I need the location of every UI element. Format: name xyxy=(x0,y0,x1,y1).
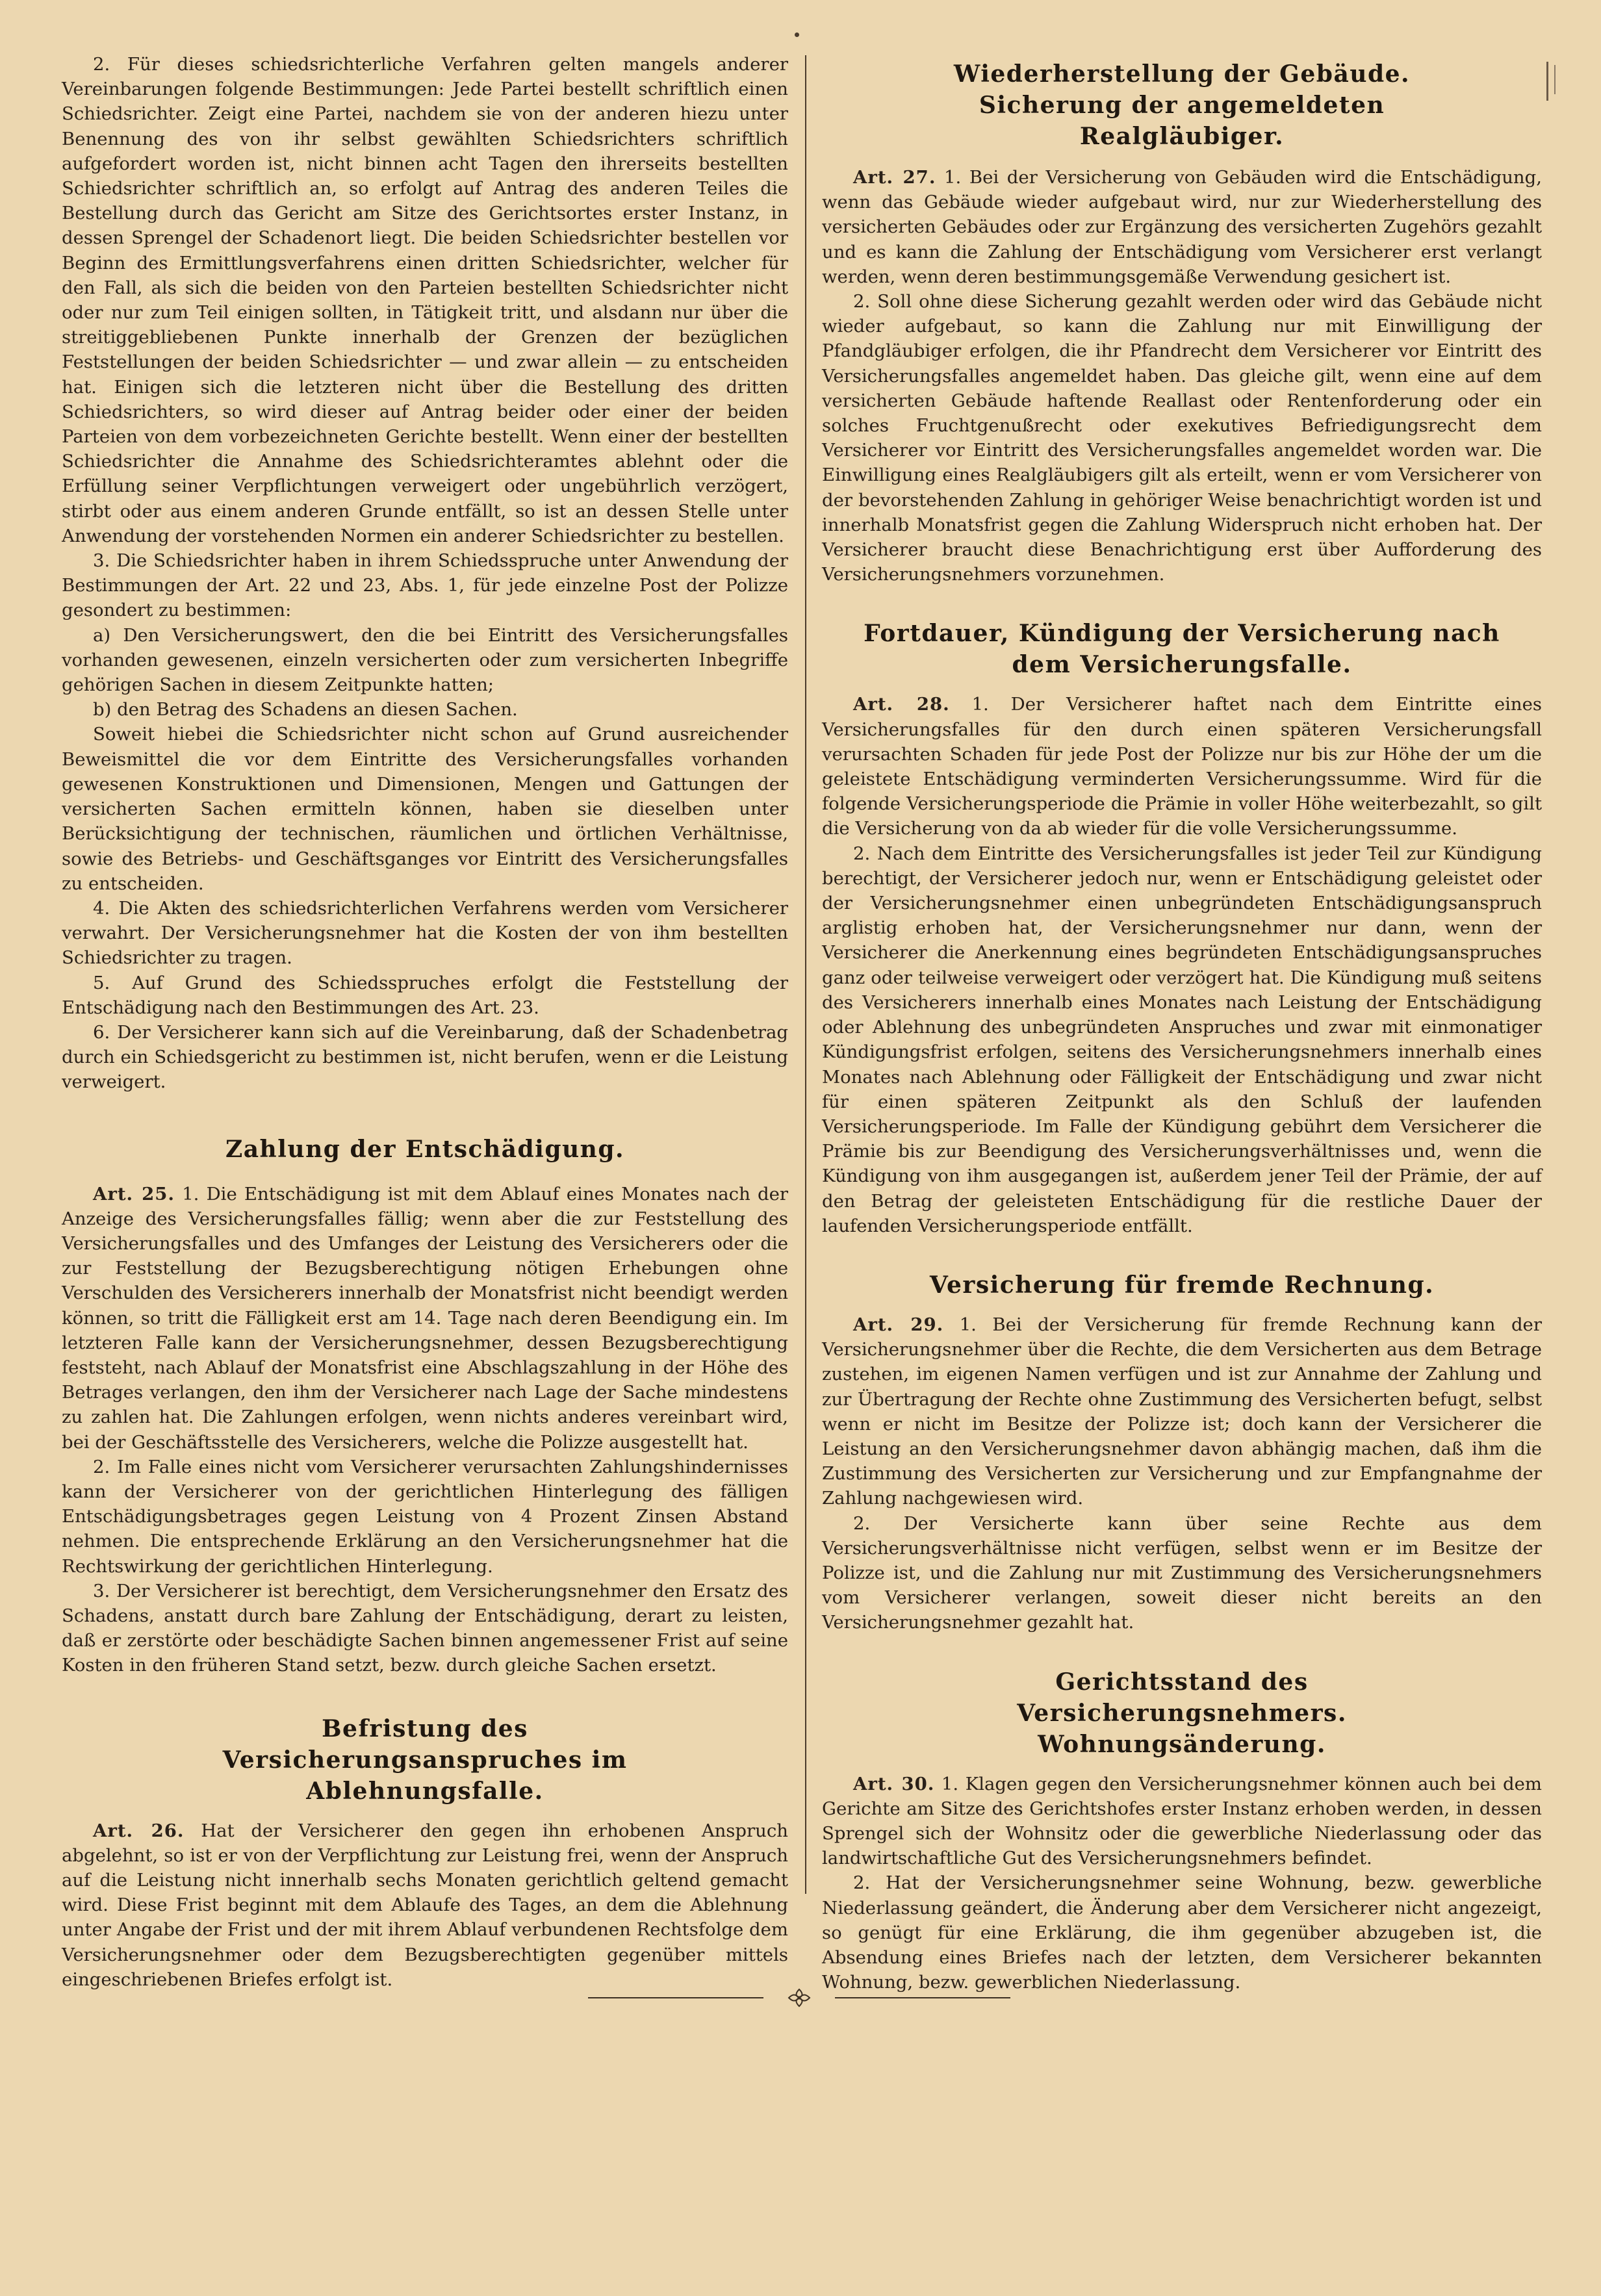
paragraph: Soweit hiebei die Schiedsrichter nicht schon auf Grund ausreichender Beweismittel die vor dem Eintritte des Versicherungsfalles vorhanden gewesenen Konstruktionen und Dimensionen, Mengen und Gattungen der versicherten Sachen ermitteln können, haben sie dieselben unter Berücksichtigung der technischen, räumlichen und örtlichen Verhältnisse, sowie des Betriebs- und Geschäftsganges vor Eintritt des Versicherungsfalles zu entscheiden. xyxy=(62,724,788,894)
article-text: 1. Klagen gegen den Versicherungsnehmer können auch bei dem Gerichte am Sitze des Gerichtshofes erster Instanz erhoben werden, in dessen Sprengel sich der Wohnsitz oder die gewerbliche Niederlassung oder das landwirtschaftliche Gut des Versicherungsnehmers befindet. xyxy=(822,1773,1542,1869)
article-label: Art. 29. xyxy=(853,1314,944,1335)
section-heading: Wiederherstellung der Gebäude. Sicherung der angemeldeten Realgläubiger. xyxy=(953,60,1411,150)
paragraph: 2. Soll ohne diese Sicherung gezahlt werden oder wird das Gebäude nicht wieder aufgebaut, so kann die Zahlung nur mit Einwilligung der Pfandgläubiger erfolgen, die ihr Pfandrecht dem Versicherer vor Eintritt des Versicherungsfalles angemeldet haben. Das gleiche gilt, wenn eine auf dem versicherten Gebäude haftende Reallast oder Rentenforderung oder ein solches Fruchtgenußrecht oder exekutives Befriedigungsrecht dem Versicherer vor Eintritt des Versicherungsfalles angemeldet worden war. Die Einwilligung eines Realgläubigers gilt als erteilt, wenn er vom Versicherer von der bevorstehenden Zahlung in gehöriger Weise benachrichtigt worden ist und innerhalb Monatsfrist gegen die Zahlung Widerspruch nicht erhoben hat. Der Versicherer braucht diese Benachrichtigung erst über Aufforderung des Versicherungsnehmers vorzunehmen. xyxy=(822,291,1542,585)
article-paragraph xyxy=(822,1772,1542,1871)
column-divider xyxy=(805,55,806,1894)
article-text: 1. Der Versicherer haftet nach dem Eintritte eines Versicherungsfalles für den durch einen späteren Versicherungsfall verursachten Schaden für jede Post der Polizze nur bis zur Höhe der um die geleistete Entschädigung verminderten Versicherungssumme. Wird für die folgende Versicherungsperiode die Prämie in voller Höhe weiterbezahlt, so gilt die Versicherung von da ab wieder für die volle Versicherungssumme. xyxy=(822,694,1542,839)
section-heading: Versicherung für fremde Rechnung. xyxy=(929,1271,1435,1299)
right-column xyxy=(822,58,1542,1995)
article-paragraph xyxy=(822,692,1542,841)
section-heading: Fortdauer, Kündigung der Versicherung nach dem Versicherungsfalle. xyxy=(864,620,1500,679)
article-paragraph xyxy=(822,165,1542,289)
section-heading: Befristung des Versicherungsanspruches im Ablehnungsfalle. xyxy=(222,1715,628,1805)
article-text: Hat der Versicherer den gegen ihn erhobenen Anspruch abgelehnt, so ist er von der Verpflichtung zur Leistung frei, wenn der Anspruch auf die Leistung nicht innerhalb sechs Monaten gerichtlich geltend gemacht wird. Diese Frist beginnt mit dem Ablaufe des Tages, an dem die Ablehnung unter Angabe der Frist und der mit ihrem Ablauf verbundenen Rechtsfolge dem Versicherungsnehmer oder dem Bezugsberechtigten gegenüber mittels eingeschriebenen Briefes erfolgt ist. xyxy=(62,1820,788,1990)
edge-mark xyxy=(1546,62,1548,101)
paragraph: 2. Hat der Versicherungsnehmer seine Wohnung, bezw. gewerbliche Niederlassung geändert, die Änderung aber dem Versicherer nicht angezeigt, so genügt für eine Erklärung, die ihm gegenüber abzugeben ist, die Absendung eines Briefes nach der letzten, dem Versicherer bekannten Wohnung, bezw. gewerblichen Niederlassung. xyxy=(822,1872,1542,1993)
section-heading: Zahlung der Entschädigung. xyxy=(225,1135,625,1163)
article-label: Art. 28. xyxy=(853,694,950,715)
article-label: Art. 27. xyxy=(853,167,936,188)
article-text: 1. Bei der Versicherung von Gebäuden wird die Entschädigung, wenn das Gebäude wieder aufgebaut wird, nur zur Wiederherstellung des versicherten Gebäudes oder zur Ergänzung des versicherten Zugehörs gezahlt und es kann die Zahlung der Entschädigung vom Versicherer erst verlangt werden, wenn deren bestimmungsgemäße Verwendung gesichert ist. xyxy=(822,167,1542,287)
section-heading: Gerichtsstand des Versicherungsnehmers. Wohnungsänderung. xyxy=(1017,1668,1347,1758)
paragraph: 5. Auf Grund des Schiedsspruches erfolgt die Feststellung der Entschädigung nach den Bestimmungen des Art. 23. xyxy=(62,972,788,1018)
article-text: 1. Bei der Versicherung für fremde Rechnung kann der Versicherungsnehmer über die Rechte, die dem Versicherten aus dem Betrage zustehen, im eigenen Namen verfügen und ist zur Annahme der Zahlung und zur Übertragung der Rechte ohne Zustimmung des Versicherten befugt, selbst wenn er nicht im Besitze der Polizze ist; doch kann der Versicherer die Leistung an den Versicherungsnehmer davon abhängig machen, daß ihm die Zustimmung des Versicherten zur Versicherung und zur Empfangnahme der Zahlung nachgewiesen wird. xyxy=(822,1314,1542,1509)
fleuron-icon xyxy=(786,1988,812,2008)
article-label: Art. 25. xyxy=(93,1183,175,1205)
paragraph: 6. Der Versicherer kann sich auf die Vereinbarung, daß der Schadenbetrag durch ein Schiedsgericht zu bestimmen ist, nicht berufen, wenn er die Leistung verweigert. xyxy=(62,1021,788,1093)
article-text: 1. Die Entschädigung ist mit dem Ablauf eines Monates nach der Anzeige des Versicherungsfalles fällig; wenn aber die zur Feststellung des Versicherungsfalles und des Umfanges der Leistung des Versicherers oder die zur Feststellung der Bezugsberechtigung nötigen Erhebungen ohne Verschulden des Versicherers innerhalb der Monatsfrist nicht beendigt werden können, so tritt die Fälligkeit erst am 14. Tage nach deren Beendigung ein. Im letzteren Falle kann der Versicherungsnehmer, dessen Bezugsberechtigung feststeht, nach Ablauf der Monatsfrist eine Abschlagszahlung in der Höhe des Betrages verlangen, den ihm der Versicherer nach Lage der Sache mindestens zu zahlen hat. Die Zahlungen erfolgen, wenn nichts anderes vereinbart wird, bei der Geschäftsstelle des Versicherers, welche die Polizze ausgestellt hat. xyxy=(62,1183,788,1453)
ink-dot xyxy=(795,32,799,37)
paragraph: 3. Der Versicherer ist berechtigt, dem Versicherungsnehmer den Ersatz des Schadens, anstatt durch bare Zahlung der Entschädigung, derart zu leisten, daß er zerstörte oder beschädigte Sachen binnen angemessener Frist auf seine Kosten in den früheren Stand setzt, bezw. durch gleiche Sachen ersetzt. xyxy=(62,1580,788,1676)
paragraph: 2. Für dieses schiedsrichterliche Verfahren gelten mangels anderer Vereinbarungen folgende Bestimmungen: Jede Partei bestellt schriftlich einen Schiedsrichter. Zeigt eine Partei, nachdem sie von der anderen hiezu unter Benennung des von ihr selbst gewählten Schiedsrichters schriftlich aufgefordert worden ist, nicht binnen acht Tagen den ihrerseits bestellten Schiedsrichter schriftlich an, so erfolgt auf Antrag des anderen Teiles die Bestellung durch das Gericht am Sitze des Gerichtsortes erster Instanz, in dessen Sprengel der Schadenort liegt. Die beiden Schiedsrichter bestellen vor Beginn des Ermittlungsverfahrens einen dritten Schiedsrichter, welcher für den Fall, als sich die beiden von den Parteien bestellten Schiedsrichter nicht oder nur zum Teil einigen sollten, in Tätigkeit tritt, und alsdann nur über die streitiggebliebenen Punkte innerhalb der Grenzen der bezüglichen Feststellungen der beiden Schiedsrichter — und zwar allein — zu entscheiden hat. Einigen sich die letzteren nicht über die Bestellung des dritten Schiedsrichters, so wird dieser auf Antrag beider oder einer der beiden Parteien von dem vorbezeichneten Gerichte bestellt. Wenn einer der bestellten Schiedsrichter die Annahme des Schiedsrichteramtes ablehnt oder die Erfüllung seiner Verpflichtungen verweigert oder ungebührlich verzögert, stirbt oder aus einem anderen Grunde entfällt, so ist an dessen Stelle unter Anwendung der vorstehenden Normen ein anderer Schiedsrichter zu bestellen. xyxy=(62,54,788,546)
bottom-ornament xyxy=(588,1988,1010,2008)
article-paragraph xyxy=(62,1182,788,1455)
paragraph: 2. Nach dem Eintritte des Versicherungsfalles ist jeder Teil zur Kündigung berechtigt, der Versicherer jedoch nur, wenn er Entschädigung geleistet oder der Versicherungsnehmer einen unbegründeten Entschädigungsanspruch arglistig erhoben hat, der Versicherungsnehmer nur dann, wenn der Versicherer die Anerkennung eines begründeten Entschädigungsanspruches ganz oder teilweise verweigert oder verzögert hat. Die Kündigung muß seitens des Versicherers innerhalb eines Monates nach Leistung der Entschädigung oder Ablehnung des unbegründeten Anspruches und zwar mit einmonatiger Kündigungsfrist erfolgen, seitens des Versicherungsnehmers innerhalb eines Monates nach Ablehnung oder Fälligkeit der Entschädigung und zwar nicht für einen späteren Zeitpunkt als den Schluß der laufenden Versicherungsperiode. Im Falle der Kündigung gebührt dem Versicherer die Prämie bis zur Beendigung des Versicherungsverhältnisses und, wenn die Kündigung von ihm ausgegangen ist, außerdem jener Teil der Prämie, der auf den Betrag der geleisteten Entschädigung für die restliche Dauer der laufenden Versicherungsperiode entfällt. xyxy=(822,843,1542,1236)
paragraph: 2. Im Falle eines nicht vom Versicherer verursachten Zahlungshindernisses kann der Versicherer von der gerichtlichen Hinterlegung des fälligen Entschädigungsbetrages gegen Leistung von 4 Prozent Zinsen Abstand nehmen. Die entsprechende Erklärung an den Versicherungsnehmer hat die Rechtswirkung der gerichtlichen Hinterlegung. xyxy=(62,1456,788,1577)
article-paragraph xyxy=(822,1312,1542,1511)
article-label: Art. 26. xyxy=(93,1820,185,1841)
ornament-rule xyxy=(835,1997,1010,1998)
edge-mark xyxy=(1554,65,1556,94)
left-column xyxy=(62,52,788,1992)
paragraph: 3. Die Schiedsrichter haben in ihrem Schiedsspruche unter Anwendung der Bestimmungen der Art. 22 und 23, Abs. 1, für jede einzelne Post der Polizze gesondert zu bestimmen: xyxy=(62,550,788,621)
paragraph: a) Den Versicherungswert, den die bei Eintritt des Versicherungsfalles vorhanden gewesenen, einzeln versicherten oder zum versicherten Inbegriffe gehörigen Sachen in diesem Zeitpunkte hatten; xyxy=(62,624,788,696)
article-label: Art. 30. xyxy=(853,1773,935,1794)
paragraph: b) den Betrag des Schadens an diesen Sachen. xyxy=(93,699,518,721)
paragraph: 4. Die Akten des schiedsrichterlichen Verfahrens werden vom Versicherer verwahrt. Der Versicherungsnehmer hat die Kosten der von ihm bestellten Schiedsrichter zu tragen. xyxy=(62,897,788,969)
ornament-rule xyxy=(588,1997,763,1998)
paragraph: 2. Der Versicherte kann über seine Rechte aus dem Versicherungsverhältnisse nicht verfügen, selbst wenn er im Besitze der Polizze ist, und die Zahlung nur mit Zustimmung des Versicherungsnehmers vom Versicherer verlangen, soweit dieser nicht bereits an den Versicherungsnehmer gezahlt hat. xyxy=(822,1512,1542,1633)
article-paragraph xyxy=(62,1818,788,1992)
